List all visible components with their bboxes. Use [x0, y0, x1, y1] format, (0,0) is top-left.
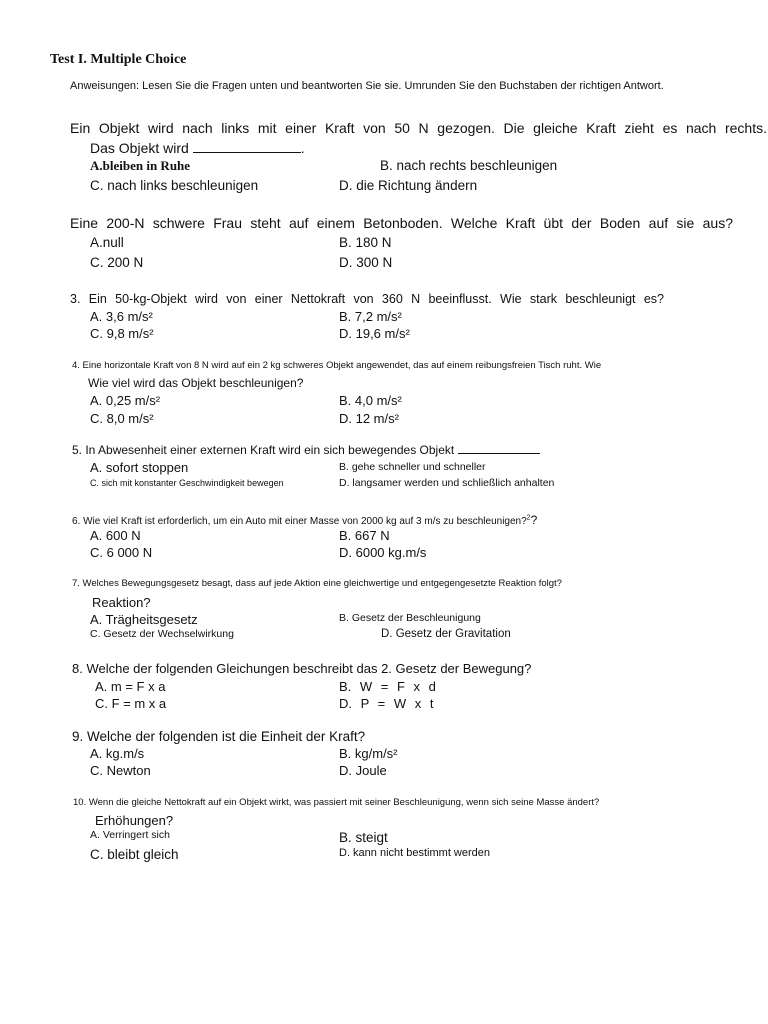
q7-option-b[interactable]: B. Gesetz der Beschleunigung — [339, 612, 481, 624]
question-9-line1: 9. Welche der folgenden ist die Einheit der Kraft? — [72, 729, 366, 744]
q7-option-a[interactable]: A. Trägheitsgesetz — [90, 612, 198, 627]
q2-option-b[interactable]: B. 180 N — [339, 235, 392, 250]
question-4-line1: 4. Eine horizontale Kraft von 8 N wird auf ein 2 kg schweres Objekt angewendet, das auf einem reibungsfreien Tisch ruht. Wie — [72, 360, 602, 371]
q9-option-d[interactable]: D. Joule — [339, 763, 387, 778]
q7-option-d[interactable]: D. Gesetz der Gravitation — [381, 628, 511, 640]
q5-option-d[interactable]: D. langsamer werden und schließlich anhalten — [339, 477, 555, 489]
question-6-line1: 6. Wie viel Kraft ist erforderlich, um ein Auto mit einer Masse von 2000 kg auf 3 m/s zu beschleunigen?$^2$? — [72, 513, 538, 527]
q1-option-b[interactable]: B. nach rechts beschleunigen — [380, 158, 558, 173]
q8-option-d[interactable]: D. P = W x t — [339, 696, 434, 711]
q10-option-b[interactable]: B. steigt — [339, 830, 388, 845]
q1-option-a[interactable]: A.bleiben in Ruhe — [90, 158, 191, 173]
q2-option-d[interactable]: D. 300 N — [339, 255, 393, 270]
question-5-line1: 5. In Abwesenheit einer externen Kraft wird ein sich bewegendes Objekt — [72, 443, 540, 457]
q6-option-c[interactable]: C. 6 000 N — [90, 545, 153, 560]
q8-option-a[interactable]: A. m = F x a — [95, 679, 166, 694]
q10-option-d[interactable]: D. kann nicht bestimmt werden — [339, 847, 491, 859]
q5-option-b[interactable]: B. gehe schneller und schneller — [339, 461, 486, 473]
page-title: Test I. Multiple Choice — [50, 52, 187, 67]
q3-option-d[interactable]: D. 19,6 m/s² — [339, 326, 410, 341]
q1-option-c[interactable]: C. nach links beschleunigen — [90, 178, 259, 193]
q8-option-b[interactable]: B. W = F x d — [339, 679, 436, 694]
q2-option-c[interactable]: C. 200 N — [90, 255, 144, 270]
answer-blank-1 — [193, 141, 301, 153]
question-10-line1: 10. Wenn die gleiche Nettokraft auf ein Objekt wirkt, was passiert mit seiner Beschleunigung, wenn sich seine Masse ändert? — [73, 797, 600, 808]
q2-option-a[interactable]: A.null — [90, 235, 124, 250]
q4-option-a[interactable]: A. 0,25 m/s² — [90, 393, 161, 408]
question-7-line2: Reaktion? — [92, 595, 151, 610]
q5-option-a[interactable]: A. sofort stoppen — [90, 460, 189, 475]
question-3-line1: 3. Ein 50-kg-Objekt wird von einer Nettokraft von 360 N beeinflusst. Wie stark beschleunigt es? — [70, 292, 664, 306]
question-2-line1: Eine 200-N schwere Frau steht auf einem Betonboden. Welche Kraft übt der Boden auf sie aus? — [70, 215, 733, 231]
q4-option-d[interactable]: D. 12 m/s² — [339, 411, 399, 426]
q1-option-d[interactable]: D. die Richtung ändern — [339, 178, 478, 193]
question-1-line2: Das Objekt wird . — [90, 140, 305, 156]
q10-option-c[interactable]: C. bleibt gleich — [90, 847, 179, 862]
question-10-line2: Erhöhungen? — [95, 813, 174, 828]
instructions: Anweisungen: Lesen Sie die Fragen unten und beantworten Sie sie. Umrunden Sie den Buchstaben der richtigen Antwort. — [70, 80, 664, 92]
answer-blank-5 — [458, 443, 540, 454]
q3-option-b[interactable]: B. 7,2 m/s² — [339, 309, 402, 324]
question-8-line1: 8. Welche der folgenden Gleichungen beschreibt das 2. Gesetz der Bewegung? — [72, 661, 532, 676]
q4-option-b[interactable]: B. 4,0 m/s² — [339, 393, 402, 408]
q5-option-c[interactable]: C. sich mit konstanter Geschwindigkeit bewegen — [90, 478, 284, 488]
q7-option-c[interactable]: C. Gesetz der Wechselwirkung — [90, 628, 234, 640]
q6-option-d[interactable]: D. 6000 kg.m/s — [339, 545, 427, 560]
q8-option-c[interactable]: C. F = m x a — [95, 696, 167, 711]
q6-option-a[interactable]: A. 600 N — [90, 528, 141, 543]
q9-option-a[interactable]: A. kg.m/s — [90, 746, 145, 761]
q9-option-c[interactable]: C. Newton — [90, 763, 151, 778]
question-1-line1: Ein Objekt wird nach links mit einer Kraft von 50 N gezogen. Die gleiche Kraft zieht es nach rechts. — [70, 120, 767, 136]
question-7-line1: 7. Welches Bewegungsgesetz besagt, dass auf jede Aktion eine gleichwertige und entgegengesetzte Reaktion folgt? — [72, 578, 562, 589]
q10-option-a[interactable]: A. Verringert sich — [90, 829, 170, 841]
q3-option-a[interactable]: A. 3,6 m/s² — [90, 309, 153, 324]
question-4-line2: Wie viel wird das Objekt beschleunigen? — [88, 376, 304, 390]
q4-option-c[interactable]: C. 8,0 m/s² — [90, 411, 154, 426]
q3-option-c[interactable]: C. 9,8 m/s² — [90, 326, 154, 341]
q9-option-b[interactable]: B. kg/m/s² — [339, 746, 398, 761]
q6-option-b[interactable]: B. 667 N — [339, 528, 390, 543]
